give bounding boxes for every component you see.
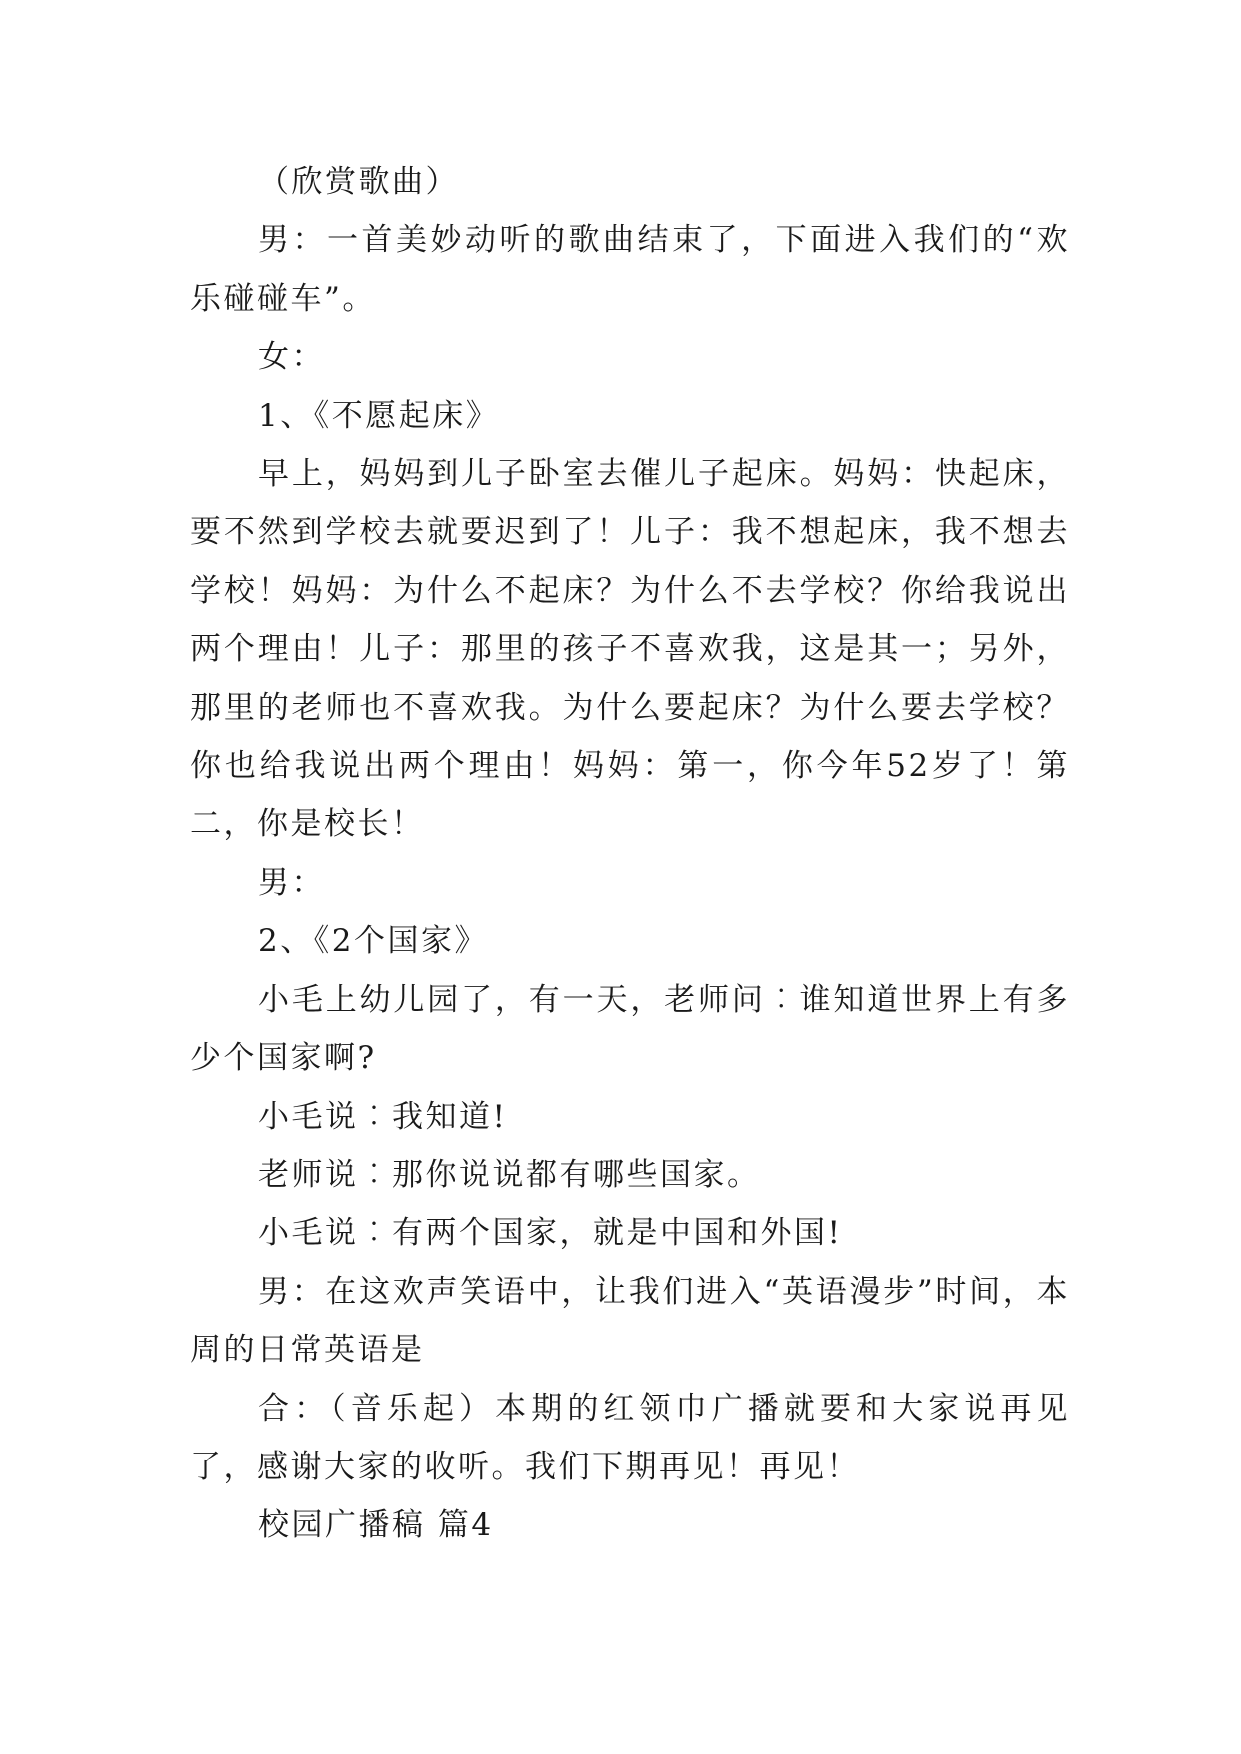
paragraph-joke-2-answer: 小毛说︰我知道! <box>258 1098 508 1135</box>
paragraph-joke-2-title: 2、《2个国家》 <box>258 923 488 960</box>
paragraph-joke-2-punchline: 小毛说︰有两个国家，就是中国和外国! <box>258 1215 843 1252</box>
paragraph-english-walk: 男：在这欢声笑语中，让我们进入“英语漫步”时间，本周的日常英语是 <box>190 1273 1070 1369</box>
paragraph-male-intro: 男：一首美妙动听的歌曲结束了，下面进入我们的“欢乐碰碰车”。 <box>190 222 1070 317</box>
paragraph-joke-2-question: 小毛上幼儿园了，有一天，老师问︰谁知道世界上有多少个国家啊? <box>190 981 1070 1077</box>
paragraph-closing: 合：（音乐起）本期的红领巾广播就要和大家说再见了，感谢大家的收听。我们下期再见！再见！ <box>190 1390 1070 1485</box>
paragraph-joke-1-body: 早上，妈妈到儿子卧室去催儿子起床。妈妈：快起床，要不然到学校去就要迟到了！儿子：我不想起床，我不想去学校！妈妈：为什么不起床？为什么不去学校？你给我说出两个理由！儿子：那里的孩子不喜欢我，这是其一；另外，那里的老师也不喜欢我。为什么要起床？为什么要去学校？你也给我说出两个理由！妈妈：第一，你今年52岁了！第二，你是校长！ <box>190 456 1070 843</box>
paragraph-next-section-title: 校园广播稿 篇4 <box>258 1507 494 1544</box>
paragraph-joke-2-teacher: 老师说︰那你说说都有哪些国家。 <box>258 1156 761 1193</box>
paragraph-female-speaker: 女： <box>258 339 325 376</box>
paragraph-male-speaker: 男： <box>258 864 325 901</box>
paragraph-joke-1-title: 1、《不愿起床》 <box>258 397 500 434</box>
paragraph-song-note: （欣赏歌曲） <box>258 164 459 200</box>
document-body <box>190 153 1070 1555</box>
